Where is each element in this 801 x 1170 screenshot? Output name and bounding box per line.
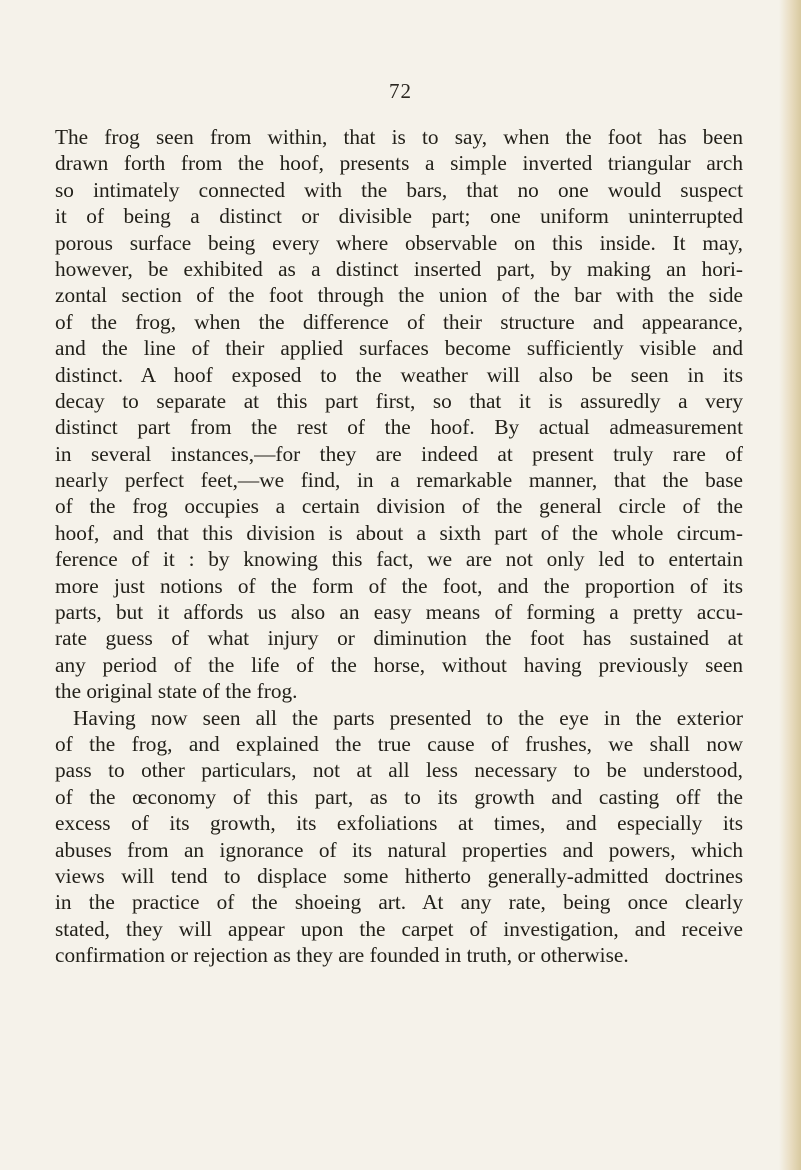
text-line: in the practice of the shoeing art. At any rate, being once clearly xyxy=(55,890,743,915)
text-line: so intimately connected with the bars, that no one would suspect xyxy=(55,177,743,202)
text-line: Having now seen all the parts presented to the eye in the exterior xyxy=(73,705,743,730)
text-line: the original state of the frog. xyxy=(55,679,298,704)
text-line: rate guess of what injury or diminution the foot has sustained at xyxy=(55,626,743,651)
text-line: distinct. A hoof exposed to the weather will also be seen in its xyxy=(55,362,743,387)
text-line: more just notions of the form of the foot, and the proportion of its xyxy=(55,573,743,598)
page-number: 72 xyxy=(389,79,412,103)
text-line: The frog seen from within, that is to say, when the foot has been xyxy=(55,125,743,149)
text-line: it of being a distinct or divisible part; one uniform uninterrupted xyxy=(55,204,743,229)
text-line: confirmation or rejection as they are founded in truth, or otherwise. xyxy=(55,943,629,968)
text-line: porous surface being every where observable on this inside. It may, xyxy=(55,230,743,255)
text-line: drawn forth from the hoof, presents a simple inverted triangular arch xyxy=(55,151,743,176)
text-line: of the œconomy of this part, as to its growth and casting off the xyxy=(55,784,743,809)
text-line: distinct part from the rest of the hoof. By actual admeasurement xyxy=(55,415,743,440)
text-line: in several instances,—for they are indeed at present truly rare of xyxy=(55,441,743,466)
text-line: of the frog occupies a certain division of the general circle of the xyxy=(55,494,743,519)
text-line: pass to other particulars, not at all less necessary to be understood, xyxy=(55,758,743,783)
text-line: however, be exhibited as a distinct inserted part, by making an hori- xyxy=(55,256,743,281)
text-line: stated, they will appear upon the carpet of investigation, and receive xyxy=(55,916,743,941)
text-line: decay to separate at this part first, so that it is assuredly a very xyxy=(55,388,743,413)
text-line: parts, but it affords us also an easy means of forming a pretty accu- xyxy=(55,600,743,625)
text-line: abuses from an ignorance of its natural properties and powers, which xyxy=(55,837,743,862)
text-line: zontal section of the foot through the union of the bar with the side xyxy=(55,283,743,308)
text-line: views will tend to displace some hitherto generally-admitted doctrines xyxy=(55,863,743,888)
text-line: of the frog, and explained the true cause of frushes, we shall now xyxy=(55,731,743,756)
text-line: hoof, and that this division is about a sixth part of the whole circum- xyxy=(55,520,743,545)
text-line: any period of the life of the horse, without having previously seen xyxy=(55,652,743,677)
paragraph-2 xyxy=(55,705,743,969)
text-line: nearly perfect feet,—we find, in a remarkable manner, that the base xyxy=(55,468,743,493)
text-line: of the frog, when the difference of their structure and appearance, xyxy=(55,309,743,334)
page-edge-shadow xyxy=(779,0,801,1170)
text-line: excess of its growth, its exfoliations at times, and especially its xyxy=(55,811,743,836)
body-text xyxy=(55,124,743,969)
text-line: and the line of their applied surfaces become sufficiently visible and xyxy=(55,336,743,361)
text-line: ference of it : by knowing this fact, we are not only led to entertain xyxy=(55,547,743,572)
paragraph-1 xyxy=(55,124,743,705)
